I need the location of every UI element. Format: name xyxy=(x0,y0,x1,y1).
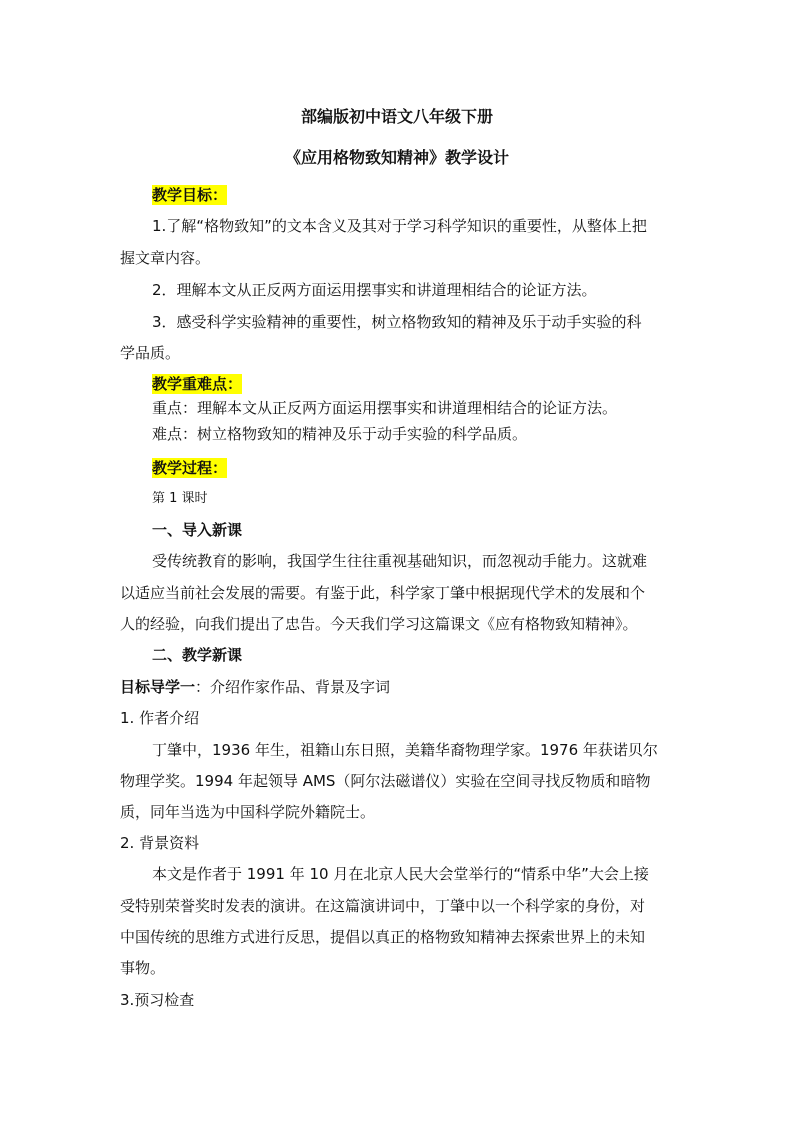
objective-line-4: 3．感受科学实验精神的重要性，树立格物致知的精神及乐于动手实验的科 xyxy=(152,313,642,331)
goal-guide-text: ：介绍作家作品、背景及字词 xyxy=(195,678,391,696)
section1-line-3: 人的经验，向我们提出了忠告。今天我们学习这篇课文《应有格物致知精神》。 xyxy=(120,615,638,633)
key-point-difficulty: 难点：树立格物致知的精神及乐于动手实验的科学品质。 xyxy=(152,425,528,443)
key-points-heading xyxy=(152,374,242,394)
author-line-1: 丁肇中，1936 年生，祖籍山东日照，美籍华裔物理学家。1976 年获诺贝尔 xyxy=(152,741,658,759)
author-line-2: 物理学奖。1994 年起领导 AMS（阿尔法磁谱仪）实验在空间寻找反物质和暗物 xyxy=(120,772,651,790)
section1-line-1: 受传统教育的影响，我国学生往往重视基础知识，而忽视动手能力。这就难 xyxy=(152,552,648,570)
background-line-1: 本文是作者于 1991 年 10 月在北京人民大会堂举行的“情系中华”大会上接 xyxy=(152,865,649,883)
key-point-focus: 重点：理解本文从正反两方面运用摆事实和讲道理相结合的论证方法。 xyxy=(152,399,618,417)
background-heading: 2. 背景资料 xyxy=(120,834,200,852)
section1-heading: 一、导入新课 xyxy=(152,521,243,539)
objectives-heading-text: 教学目标： xyxy=(152,186,228,204)
preview-heading: 3.预习检查 xyxy=(120,991,195,1009)
document-subtitle: 《应用格物致知精神》教学设计 xyxy=(284,148,509,167)
goal-guide-line xyxy=(120,677,390,697)
process-heading-text: 教学过程： xyxy=(152,459,228,477)
objective-line-5: 学品质。 xyxy=(120,344,181,362)
objective-line-2: 握文章内容。 xyxy=(120,249,211,267)
section1-line-2: 以适应当前社会发展的需要。有鉴于此，科学家丁肇中根据现代学术的发展和个 xyxy=(120,584,646,602)
key-points-heading-text: 教学重难点： xyxy=(152,375,243,393)
author-line-3: 质，同年当选为中国科学院外籍院士。 xyxy=(120,803,376,821)
objectives-heading xyxy=(152,185,227,205)
document-title: 部编版初中语文八年级下册 xyxy=(300,107,493,126)
background-line-3: 中国传统的思维方式进行反思，提倡以真正的格物致知精神去探索世界上的未知 xyxy=(120,928,646,946)
lesson-label: 第 1 课时 xyxy=(152,491,208,506)
process-heading xyxy=(152,458,227,478)
background-line-4: 事物。 xyxy=(120,959,166,977)
section2-heading: 二、教学新课 xyxy=(152,646,243,664)
author-heading: 1. 作者介绍 xyxy=(120,709,200,727)
background-line-2: 受特别荣誉奖时发表的演讲。在这篇演讲词中，丁肇中以一个科学家的身份，对 xyxy=(120,897,646,915)
objective-line-3: 2．理解本文从正反两方面运用摆事实和讲道理相结合的论证方法。 xyxy=(152,281,597,299)
objective-line-1: 1.了解“格物致知”的文本含义及其对于学习科学知识的重要性，从整体上把 xyxy=(152,217,647,235)
goal-guide-label: 目标导学一 xyxy=(120,678,196,696)
